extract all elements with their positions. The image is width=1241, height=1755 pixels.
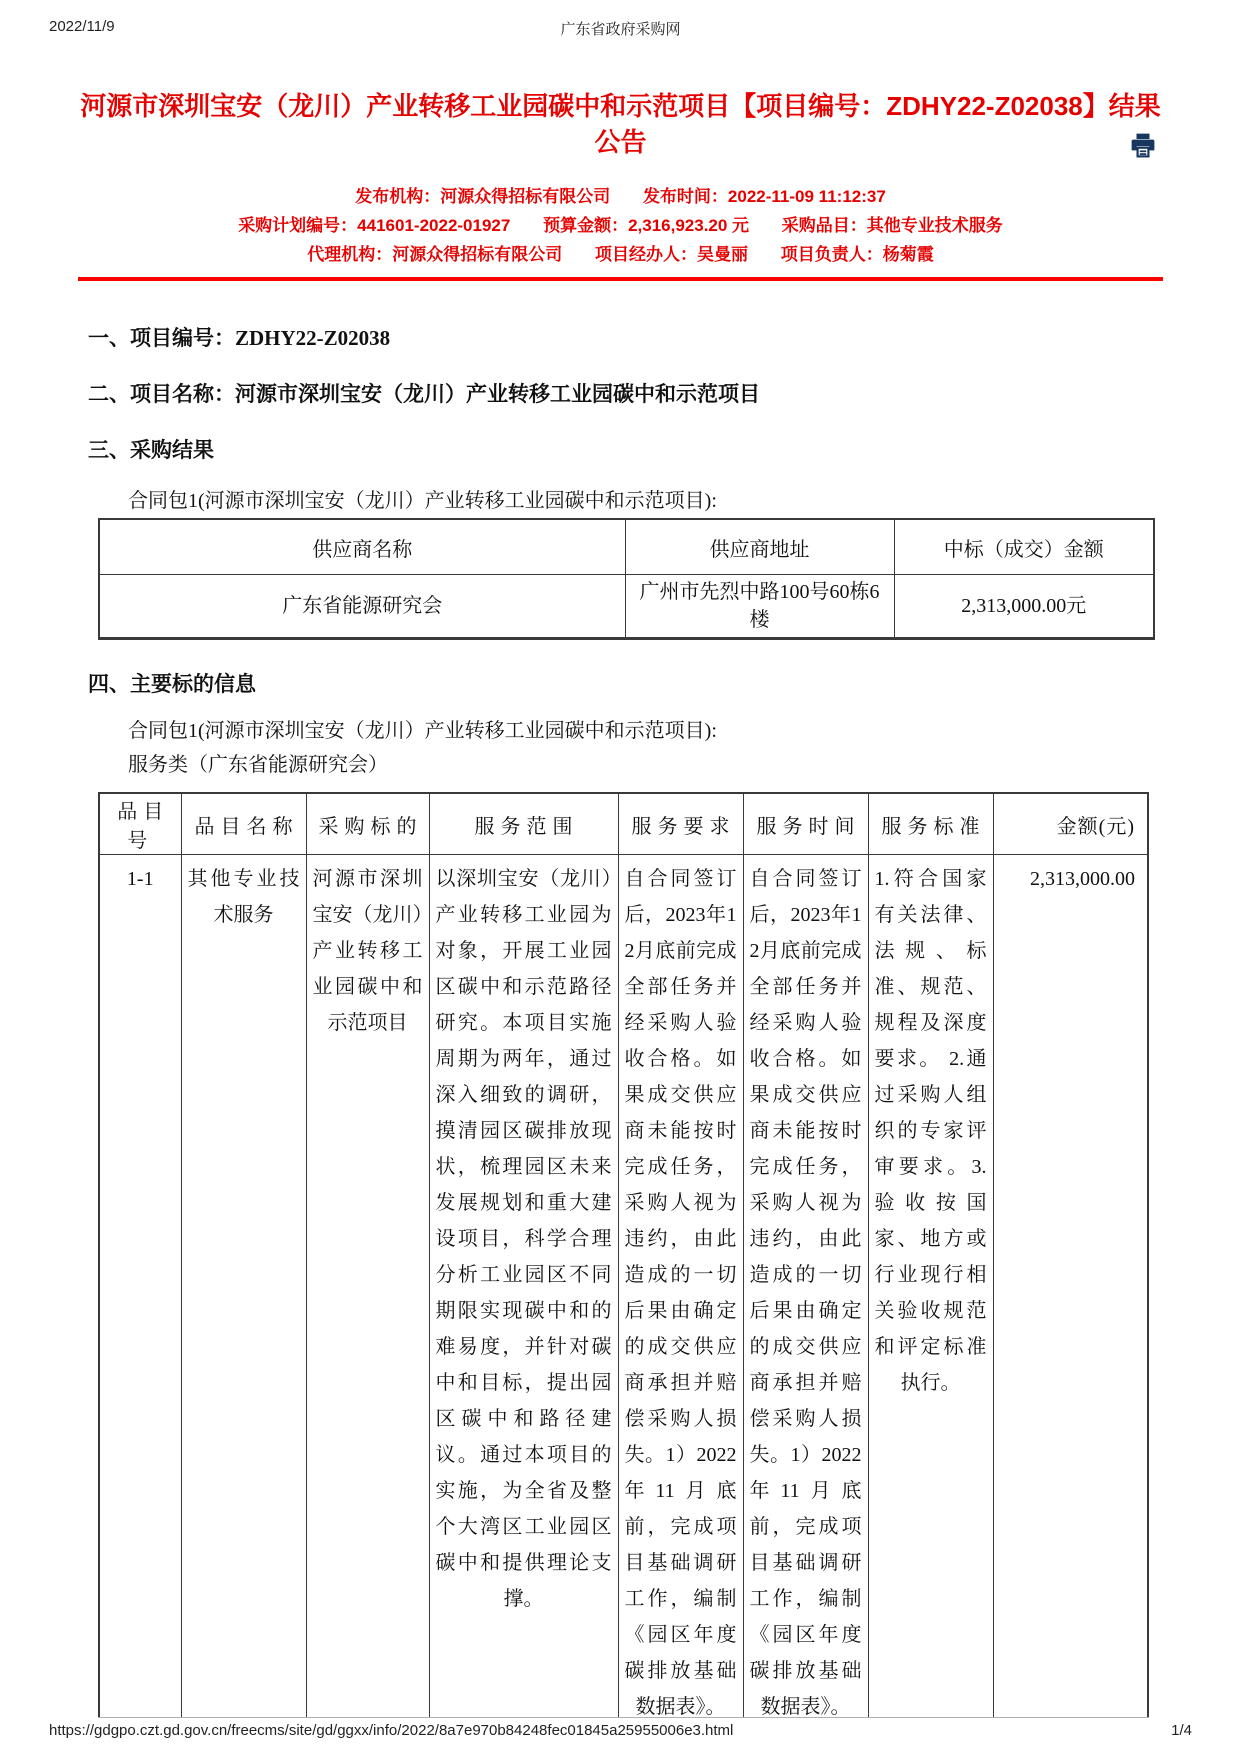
supplier-table (98, 518, 1155, 640)
items-table-header-row (99, 793, 1148, 855)
divider-rule (78, 277, 1163, 281)
items-table-clip (98, 792, 1149, 1718)
section-project-name: 二、项目名称：河源市深圳宝安（龙川）产业转移工业园碳中和示范项目 (88, 382, 760, 406)
supplier-table-header-row (99, 519, 1154, 575)
award-amount-header: 中标（成交）金额 (894, 519, 1154, 575)
print-icon[interactable] (1129, 132, 1157, 158)
service-standard-header: 服务标准 (868, 793, 993, 855)
item-no-header: 品目号 (99, 793, 181, 855)
subject-cell: 河源市深圳宝安（龙川）产业转移工业园碳中和示范项目 (306, 855, 429, 1719)
subject-header: 采购标的 (306, 793, 429, 855)
section-project-number: 一、项目编号：ZDHY22-Z02038 (88, 326, 391, 350)
meta-manager: 项目负责人：杨菊霞 (780, 245, 934, 264)
award-amount-cell: 2,313,000.00元 (894, 575, 1154, 639)
service-scope-header: 服务范围 (429, 793, 618, 855)
meta-line-1 (0, 182, 1241, 211)
meta-handler: 项目经办人：吴曼丽 (595, 245, 748, 264)
print-date: 2022/11/9 (49, 18, 115, 35)
meta-publisher: 发布机构：河源众得招标有限公司 (355, 187, 611, 206)
title-block (0, 0, 1241, 160)
amount-cell: 2,313,000.00 (993, 855, 1148, 1719)
service-requirement-header: 服务要求 (618, 793, 743, 855)
item-name-cell: 其他专业技术服务 (181, 855, 306, 1719)
items-table (98, 792, 1149, 1718)
page-title: 河源市深圳宝安（龙川）产业转移工业园碳中和示范项目【项目编号：ZDHY22-Z02038】结果公告 (80, 91, 1161, 157)
print-footer (49, 1722, 1192, 1739)
service-requirement-cell: 自合同签订后，2023年12月底前完成全部任务并经采购人验收合格。如果成交供应商未能按时完成任务，采购人视为违约，由此造成的一切后果由确定的成交供应商承担并赔偿采购人损失。1）2022年11月底前，完成项目基础调研工作，编制《园区年度碳排放基础数据表》。 (618, 855, 743, 1719)
meta-line-2 (0, 211, 1241, 240)
main-package-line: 合同包1(河源市深圳宝安（龙川）产业转移工业园碳中和示范项目): (128, 720, 717, 742)
meta-block (0, 182, 1241, 269)
service-standard-cell: 1.符合国家有关法律、法规、标准、规范、规程及深度要求。 2.通过采购人组织的专家评审要求。3.验收按国家、地方或行业现行相关验收规范和评定标准执行。 (868, 855, 993, 1719)
amount-header: 金额(元) (993, 793, 1148, 855)
supplier-name-header: 供应商名称 (99, 519, 625, 575)
supplier-name-cell: 广东省能源研究会 (99, 575, 625, 639)
meta-line-3 (0, 240, 1241, 269)
item-no-cell: 1-1 (99, 855, 181, 1719)
service-time-header: 服务时间 (743, 793, 868, 855)
supplier-address-cell: 广州市先烈中路100号60栋6楼 (625, 575, 894, 639)
supplier-address-header: 供应商地址 (625, 519, 894, 575)
service-scope-cell: 以深圳宝安（龙川）产业转移工业园为对象，开展工业园区碳中和示范路径研究。本项目实施周期为两年，通过深入细致的调研，摸清园区碳排放现状，梳理园区未来发展规划和重大建设项目，科学合理分析工业园区不同期限实现碳中和的难易度，并针对碳中和目标，提出园区碳中和路径建议。通过本项目的实施，为全省及整个大湾区工业园区碳中和提供理论支撑。 (429, 855, 618, 1719)
item-name-header: 品目名称 (181, 793, 306, 855)
footer-page-number: 1/4 (1171, 1722, 1192, 1739)
meta-publish-time: 发布时间：2022-11-09 11:12:37 (642, 187, 886, 206)
service-time-cell: 自合同签订后，2023年12月底前完成全部任务并经采购人验收合格。如果成交供应商未能按时完成任务，采购人视为违约，由此造成的一切后果由确定的成交供应商承担并赔偿采购人损失。1）2022年11月底前，完成项目基础调研工作，编制《园区年度碳排放基础数据表》。 (743, 855, 868, 1719)
meta-category: 采购品目：其他专业技术服务 (781, 216, 1003, 235)
service-category-line: 服务类（广东省能源研究会） (128, 754, 388, 776)
items-table-row (99, 855, 1148, 1719)
footer-url: https://gdgpo.czt.gd.gov.cn/freecms/site/gd/ggxx/info/2022/8a7e970b84248fec01845a25955006e3.html (49, 1722, 734, 1739)
meta-budget: 预算金额：2,316,923.20 元 (543, 216, 750, 235)
supplier-table-row (99, 575, 1154, 639)
meta-plan-number: 采购计划编号：441601-2022-01927 (238, 216, 511, 235)
meta-agency: 代理机构：河源众得招标有限公司 (307, 245, 563, 264)
section-main-subject-info: 四、主要标的信息 (88, 672, 256, 696)
site-name: 广东省政府采购网 (560, 21, 681, 38)
result-package-line: 合同包1(河源市深圳宝安（龙川）产业转移工业园碳中和示范项目): (128, 490, 717, 512)
section-procurement-result: 三、采购结果 (88, 438, 214, 462)
